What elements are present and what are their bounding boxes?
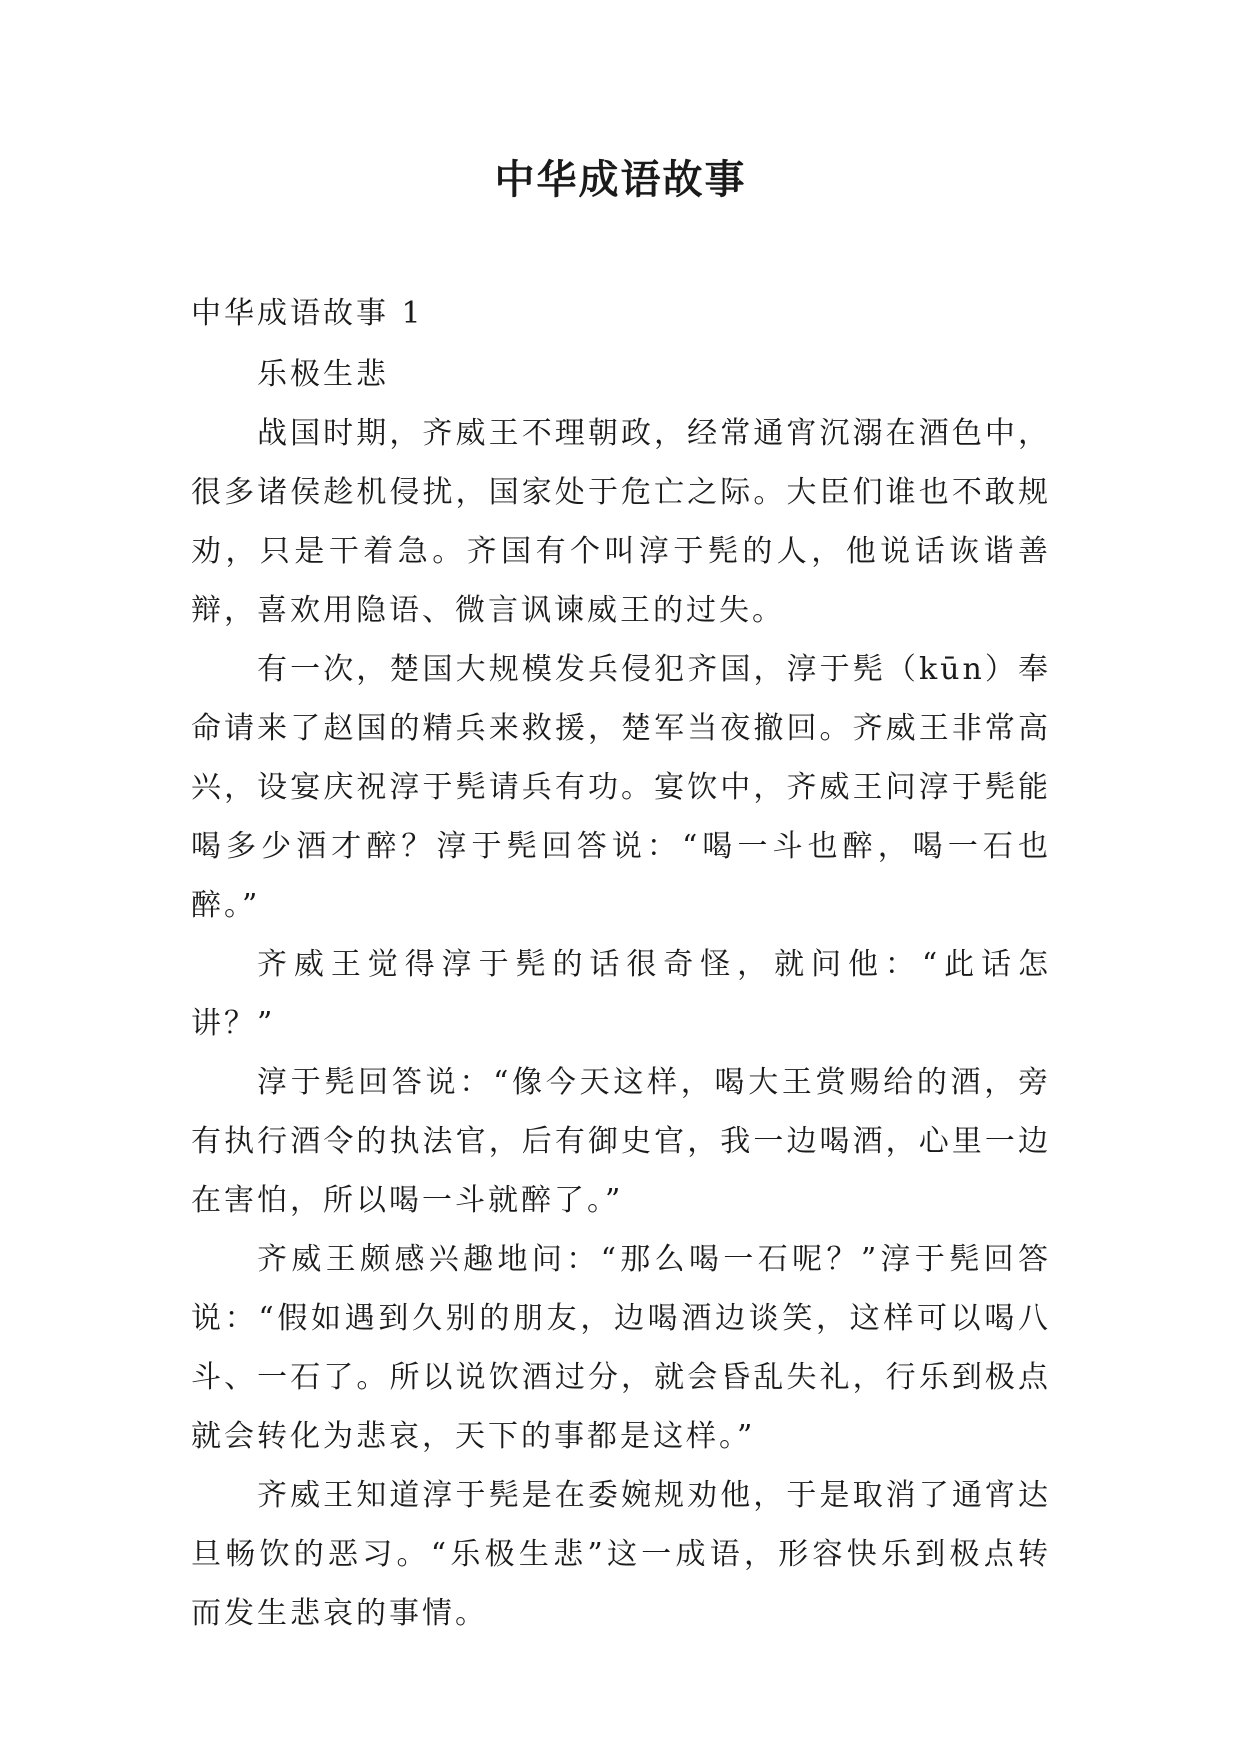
paragraph: 齐威王知道淳于髡是在委婉规劝他，于是取消了通宵达旦畅饮的恶习。“乐极生悲”这一成语，形容快乐到极点转而发生悲哀的事情。 [191, 1478, 1051, 1631]
paragraph: 齐威王觉得淳于髡的话很奇怪，就问他：“此话怎讲？” [191, 947, 1051, 1041]
document-body [191, 284, 1051, 1643]
story-title: 乐极生悲 [257, 357, 389, 392]
paragraph: 战国时期，齐威王不理朝政，经常通宵沉溺在酒色中，很多诸侯趁机侵扰，国家处于危亡之际。大臣们谁也不敢规劝，只是干着急。齐国有个叫淳于髡的人，他说话诙谐善辩，喜欢用隐语、微言讽谏威王的过失。 [191, 416, 1051, 628]
document-title: 中华成语故事 [494, 157, 747, 203]
paragraph: 有一次，楚国大规模发兵侵犯齐国，淳于髡（kūn）奉命请来了赵国的精兵来救援，楚军当夜撤回。齐威王非常高兴，设宴庆祝淳于髡请兵有功。宴饮中，齐威王问淳于髡能喝多少酒才醉？淳于髡回答说：“喝一斗也醉，喝一石也醉。” [191, 652, 1051, 923]
paragraph: 齐威王颇感兴趣地问：“那么喝一石呢？”淳于髡回答说：“假如遇到久别的朋友，边喝酒边谈笑，这样可以喝八斗、一石了。所以说饮酒过分，就会昏乱失礼，行乐到极点就会转化为悲哀，天下的事都是这样。” [191, 1242, 1051, 1454]
section-heading: 中华成语故事 1 [191, 296, 424, 331]
paragraph: 淳于髡回答说：“像今天这样，喝大王赏赐给的酒，旁有执行酒令的执法官，后有御史官，我一边喝酒，心里一边在害怕，所以喝一斗就醉了。” [191, 1065, 1051, 1218]
